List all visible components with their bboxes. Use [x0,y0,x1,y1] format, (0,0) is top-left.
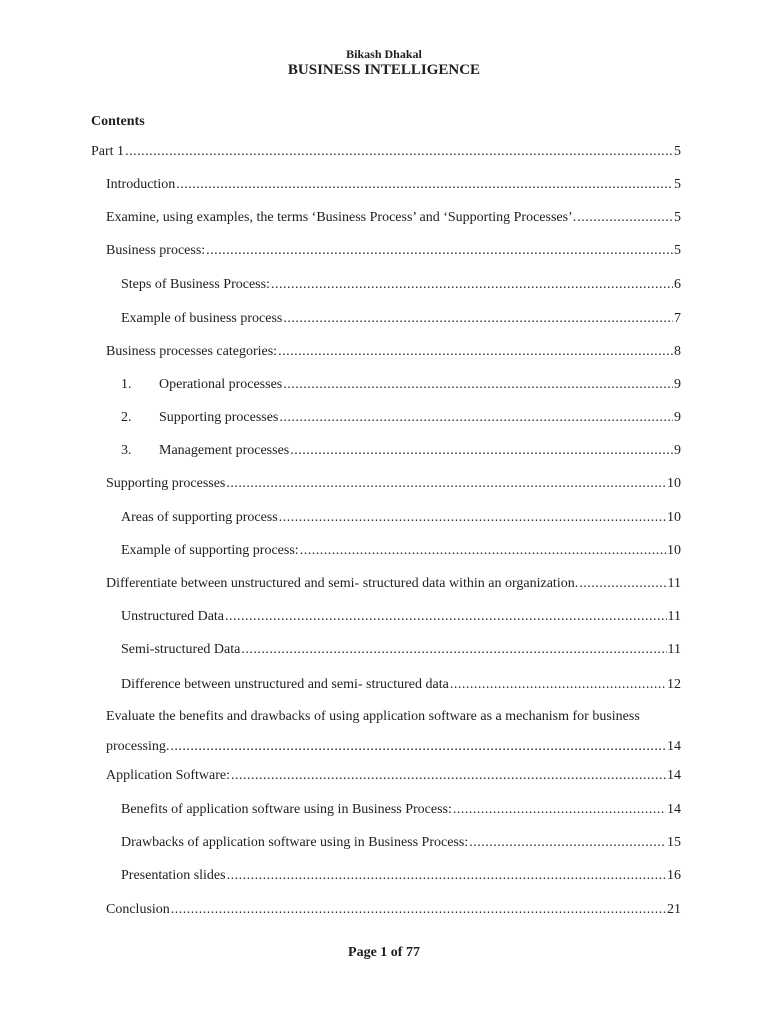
toc-entry-text: Application Software: [106,768,231,783]
toc-entry-text: Operational processes [159,377,283,392]
toc-leader [176,176,673,194]
toc-entry-text: Management processes [159,443,290,458]
toc-page-number: 11 [667,609,681,624]
toc-entry-business-process[interactable] [106,242,681,260]
contents-heading: Contents [91,114,145,129]
toc-entry-number: 1. [121,377,132,392]
toc-entry-text: Steps of Business Process: [121,277,270,292]
toc-leader [283,310,673,328]
toc-page-number: 9 [674,410,681,425]
toc-leader [170,738,666,756]
toc-leader [469,834,666,852]
toc-entry-text: Unstructured Data [121,609,225,624]
toc-entry-evaluate-benefits-drawbacks[interactable] [106,708,681,756]
toc-page-number: 14 [667,802,681,817]
toc-entry-difference-unstructured-semi[interactable] [121,676,681,694]
toc-entry-example-of-supporting-process[interactable] [121,542,681,560]
toc-page-number: 5 [674,177,681,192]
toc-page-number: 8 [674,344,681,359]
toc-page-number: 11 [667,576,681,591]
toc-entry-introduction[interactable] [106,176,681,194]
toc-leader [271,276,673,294]
toc-page-number: 12 [667,677,681,692]
toc-entry-number: 2. [121,410,132,425]
toc-entry-drawbacks-of-application-software[interactable] [121,834,681,852]
toc-page-number: 5 [674,243,681,258]
toc-entry-continuation [106,738,681,756]
toc-entry-text: Conclusion [106,902,170,917]
toc-leader [290,442,673,460]
toc-entry-unstructured-data[interactable] [121,608,681,626]
toc-entry-text: Introduction [106,177,176,192]
toc-leader [453,801,666,819]
toc-entry-text: Example of business process [121,311,283,326]
toc-entry-part-1[interactable] [91,143,681,161]
toc-page-number: 16 [667,868,681,883]
toc-entry-text-continued: processing. [106,739,170,754]
toc-entry-text: Supporting processes [106,476,226,491]
toc-entry-differentiate-data[interactable] [106,575,681,593]
toc-entry-supporting-processes[interactable] [106,475,681,493]
toc-leader [241,641,666,659]
toc-page-number: 5 [674,144,681,159]
toc-entry-semi-structured-data[interactable] [121,641,681,659]
toc-entry-text: Benefits of application software using in Business Process: [121,802,452,817]
toc-entry-application-software[interactable] [106,767,681,785]
toc-entry-text: Semi-structured Data [121,642,241,657]
toc-page-number: 14 [667,739,681,754]
author-name: Bikash Dhakal [346,47,422,61]
page-footer: Page 1 of 77 [348,945,420,960]
toc-entry-text: Example of supporting process: [121,543,299,558]
toc-page-number: 7 [674,311,681,326]
toc-page-number: 11 [667,642,681,657]
toc-entry-text: Business process: [106,243,206,258]
toc-leader [278,343,673,361]
toc-entry-benefits-of-application-software[interactable] [121,801,681,819]
toc-entry-text: Differentiate between unstructured and semi- structured data within an organization. [106,576,579,591]
toc-leader [225,608,666,626]
toc-page-number: 9 [674,377,681,392]
toc-entry-business-processes-categories[interactable] [106,343,681,361]
toc-entry-operational-processes[interactable] [121,376,681,394]
toc-entry-text: Evaluate the benefits and drawbacks of using application software as a mechanism for business [106,709,640,724]
toc-leader [171,901,666,919]
document-title: BUSINESS INTELLIGENCE [287,62,481,78]
toc-page-number: 10 [667,476,681,491]
toc-leader [283,376,673,394]
toc-leader [279,509,666,527]
toc-leader [226,475,666,493]
toc-entry-management-processes[interactable] [121,442,681,460]
toc-page-number: 10 [667,543,681,558]
toc-entry-text: Supporting processes [159,410,279,425]
toc-entry-text: Drawbacks of application software using in Business Process: [121,835,469,850]
toc-entry-text: Business processes categories: [106,344,278,359]
toc-entry-text: Difference between unstructured and semi- structured data [121,677,449,692]
toc-leader [279,409,673,427]
toc-entry-examine-terms[interactable] [106,209,681,227]
toc-page-number: 10 [667,510,681,525]
toc-entry-text: Presentation slides [121,868,226,883]
toc-entry-supporting-processes-numbered[interactable] [121,409,681,427]
toc-page-number: 9 [674,443,681,458]
toc-entry-text: Areas of supporting process [121,510,278,525]
toc-leader [579,575,666,593]
toc-leader [206,242,673,260]
toc-leader [450,676,666,694]
toc-leader [227,867,666,885]
toc-entry-presentation-slides[interactable] [121,867,681,885]
toc-entry-example-of-business-process[interactable] [121,310,681,328]
toc-page-number: 5 [674,210,681,225]
toc-leader [300,542,666,560]
toc-page-number: 6 [674,277,681,292]
toc-page-number: 14 [667,768,681,783]
toc-leader [231,767,666,785]
toc-page-number: 15 [667,835,681,850]
toc-leader [125,143,673,161]
toc-entry-number: 3. [121,443,132,458]
toc-entry-conclusion[interactable] [106,901,681,919]
toc-leader [577,209,673,227]
toc-entry-areas-of-supporting-process[interactable] [121,509,681,527]
toc-entry-text: Part 1 [91,144,125,159]
toc-entry-steps-of-business-process[interactable] [121,276,681,294]
toc-page-number: 21 [667,902,681,917]
toc-entry-text: Examine, using examples, the terms ‘Business Process’ and ‘Supporting Processes’. [106,210,577,225]
